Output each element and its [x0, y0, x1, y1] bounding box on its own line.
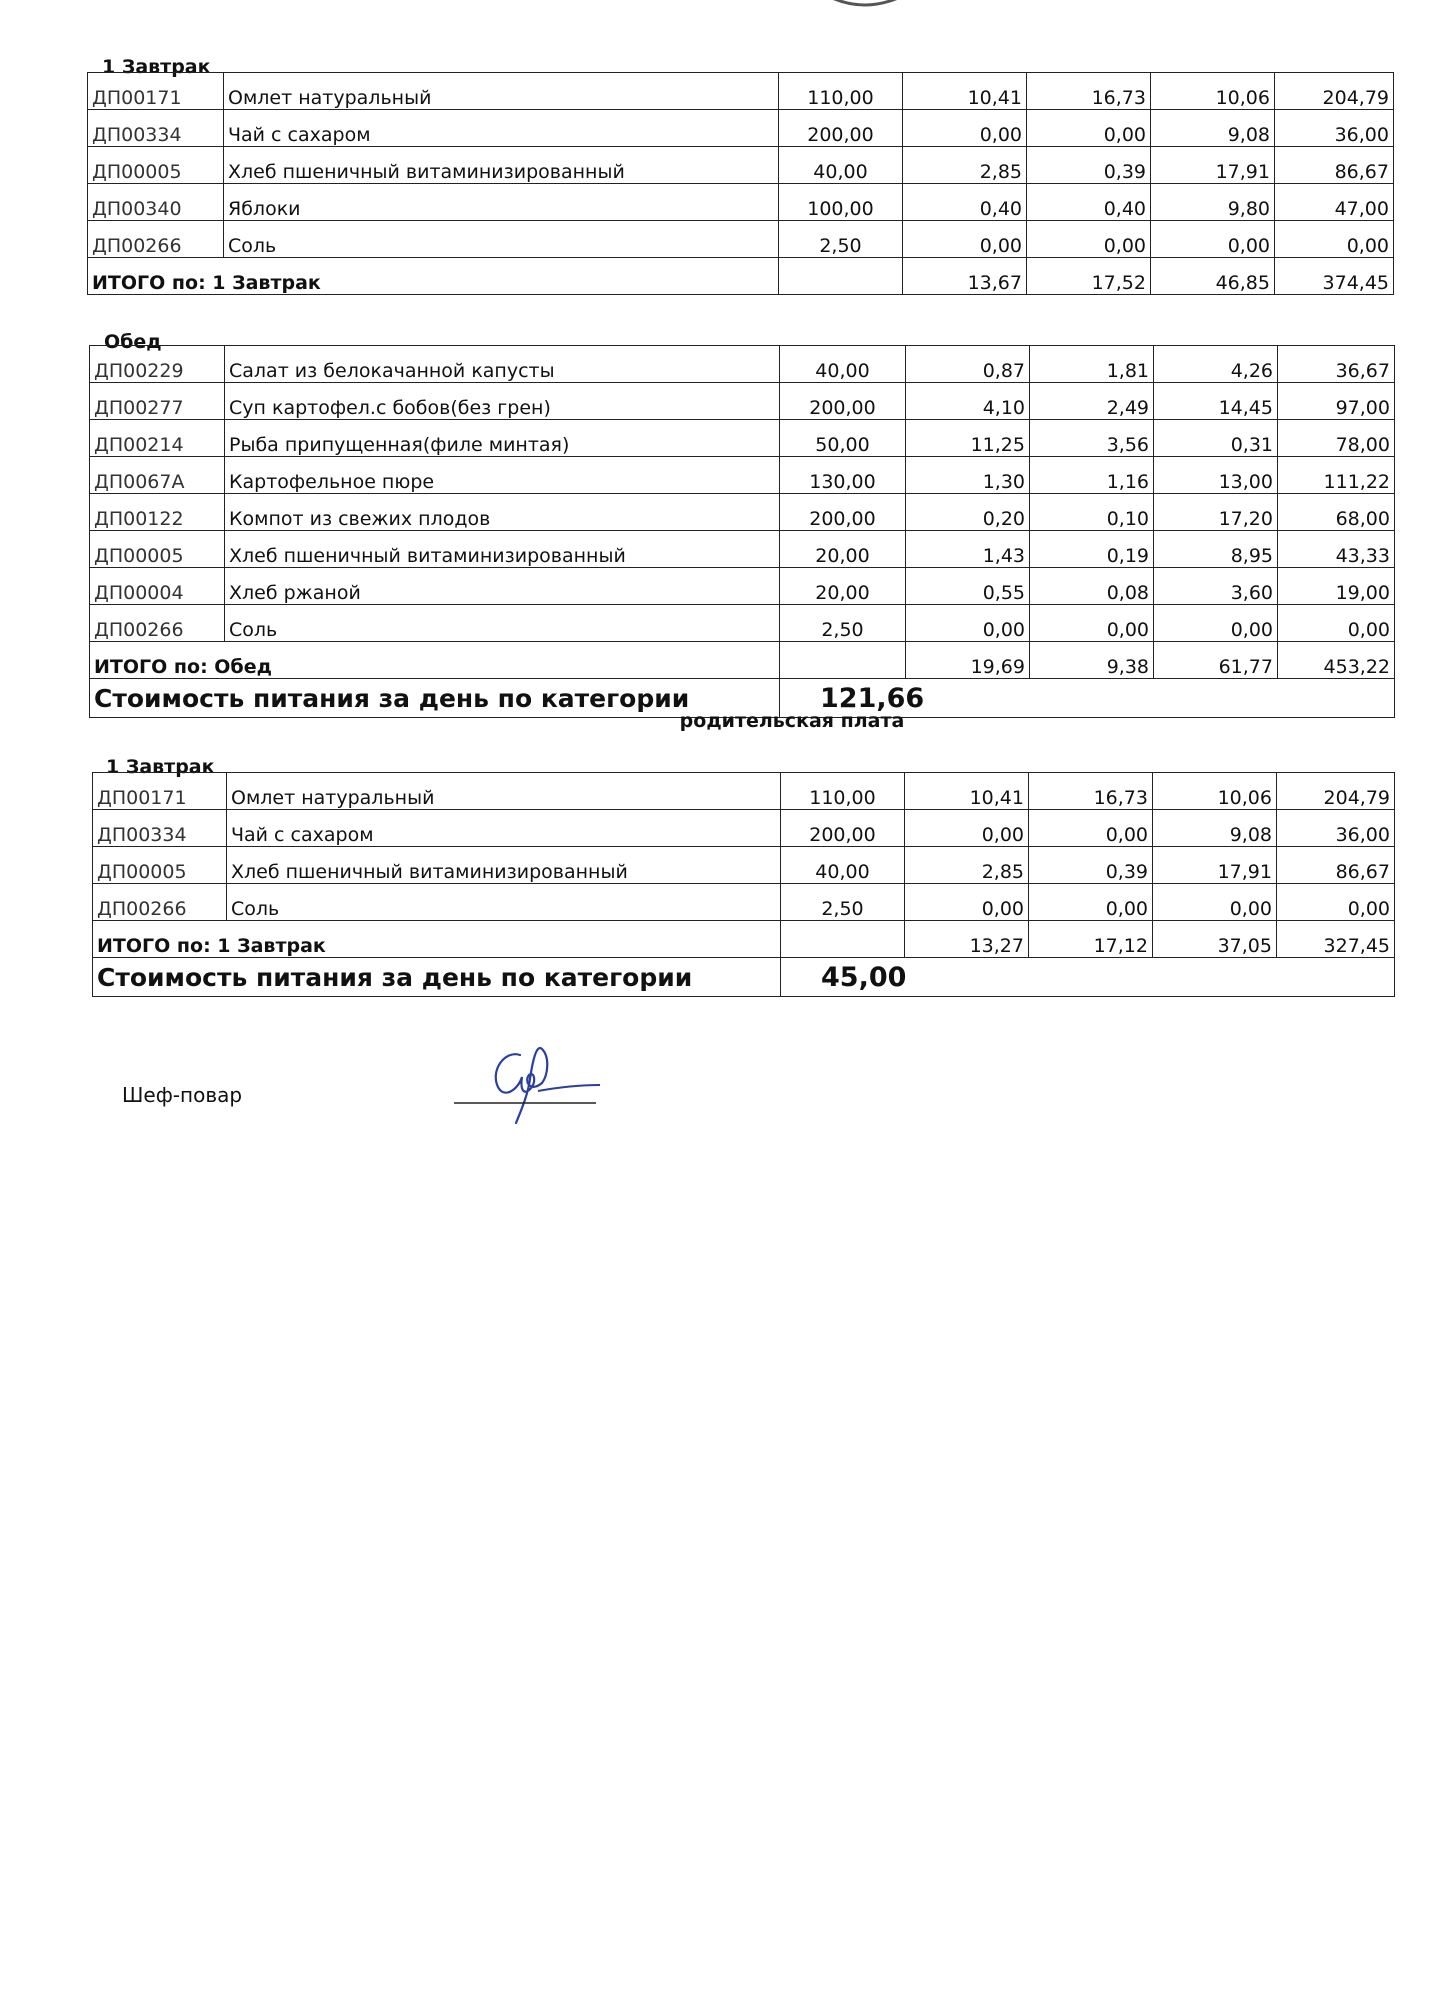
dish-code: ДП00334: [88, 110, 224, 147]
dish-carbs: 4,26: [1154, 346, 1278, 383]
dish-fat: 0,40: [1027, 184, 1151, 221]
table-row: [93, 773, 1395, 810]
dish-kcal: 0,00: [1277, 884, 1395, 921]
dish-kcal: 36,67: [1278, 346, 1395, 383]
dish-weight: 200,00: [781, 810, 905, 847]
lunch-table: [89, 345, 1395, 718]
dish-name: Чай с сахаром: [227, 810, 781, 847]
dish-name: Хлеб ржаной: [225, 568, 780, 605]
dish-name: Омлет натуральный: [224, 73, 779, 110]
dish-code: ДП00229: [90, 346, 225, 383]
dish-kcal: 68,00: [1278, 494, 1395, 531]
dish-kcal: 78,00: [1278, 420, 1395, 457]
table-row: [90, 531, 1395, 568]
table-row: [90, 383, 1395, 420]
dish-name: Компот из свежих плодов: [225, 494, 780, 531]
dish-code: ДП00005: [90, 531, 225, 568]
total-fat: 17,52: [1027, 258, 1151, 295]
dish-protein: 0,00: [903, 221, 1027, 258]
dish-protein: 0,20: [906, 494, 1030, 531]
total-carbs: 37,05: [1153, 921, 1277, 958]
total-fat: 9,38: [1030, 642, 1154, 679]
dish-protein: 0,00: [905, 810, 1029, 847]
dish-code: ДП00277: [90, 383, 225, 420]
dish-fat: 0,00: [1027, 110, 1151, 147]
dish-name: Рыба припущенная(филе минтая): [225, 420, 780, 457]
dish-name: Хлеб пшеничный витаминизированный: [225, 531, 780, 568]
dish-carbs: 17,91: [1151, 147, 1275, 184]
dish-carbs: 0,00: [1153, 884, 1277, 921]
dish-kcal: 97,00: [1278, 383, 1395, 420]
dish-carbs: 0,00: [1151, 221, 1275, 258]
total-label: ИТОГО по: 1 Завтрак: [88, 258, 779, 295]
total-label: ИТОГО по: 1 Завтрак: [93, 921, 781, 958]
dish-kcal: 47,00: [1275, 184, 1394, 221]
dish-weight: 2,50: [781, 884, 905, 921]
dish-name: Салат из белокачанной капусты: [225, 346, 780, 383]
dish-code: ДП00266: [88, 221, 224, 258]
table-row: [90, 605, 1395, 642]
dish-fat: 0,00: [1029, 884, 1153, 921]
total-kcal: 453,22: [1278, 642, 1395, 679]
dish-code: ДП00005: [88, 147, 224, 184]
dish-carbs: 9,08: [1153, 810, 1277, 847]
dish-code: ДП00266: [90, 605, 225, 642]
section-title-breakfast: 1 Завтрак: [102, 56, 211, 78]
dish-name: Соль: [227, 884, 781, 921]
section-title-breakfast-parent: 1 Завтрак: [106, 756, 215, 778]
dish-protein: 0,00: [905, 884, 1029, 921]
table-row: [90, 420, 1395, 457]
cost-label: Стоимость питания за день по категории: [90, 679, 780, 718]
dish-kcal: 0,00: [1275, 221, 1394, 258]
dish-carbs: 10,06: [1151, 73, 1275, 110]
dish-protein: 0,00: [903, 110, 1027, 147]
dish-protein: 11,25: [906, 420, 1030, 457]
dish-weight: 40,00: [780, 346, 906, 383]
dish-fat: 0,00: [1027, 221, 1151, 258]
dish-fat: 0,39: [1027, 147, 1151, 184]
table-row: [88, 147, 1394, 184]
scan-artifact-arc: [830, 0, 900, 10]
dish-fat: 1,81: [1030, 346, 1154, 383]
dish-code: ДП0067А: [90, 457, 225, 494]
dish-carbs: 3,60: [1154, 568, 1278, 605]
dish-code: ДП00171: [88, 73, 224, 110]
cost-value: 45,00: [781, 958, 1395, 997]
dish-protein: 0,40: [903, 184, 1027, 221]
dish-protein: 0,55: [906, 568, 1030, 605]
dish-protein: 1,43: [906, 531, 1030, 568]
dish-carbs: 9,80: [1151, 184, 1275, 221]
dish-weight: 20,00: [780, 568, 906, 605]
total-row: [93, 921, 1395, 958]
total-protein: 19,69: [906, 642, 1030, 679]
dish-carbs: 0,00: [1154, 605, 1278, 642]
dish-name: Картофельное пюре: [225, 457, 780, 494]
dish-kcal: 86,67: [1277, 847, 1395, 884]
dish-name: Соль: [225, 605, 780, 642]
dish-weight: 50,00: [780, 420, 906, 457]
dish-fat: 0,00: [1030, 605, 1154, 642]
total-weight-empty: [781, 921, 905, 958]
parent-fee-note: родительская плата: [679, 710, 905, 732]
dish-code: ДП00004: [90, 568, 225, 605]
total-row: [88, 258, 1394, 295]
dish-carbs: 17,20: [1154, 494, 1278, 531]
dish-weight: 200,00: [780, 494, 906, 531]
cost-row: [93, 958, 1395, 997]
breakfast-parent-table: [92, 772, 1395, 997]
dish-kcal: 19,00: [1278, 568, 1395, 605]
dish-code: ДП00266: [93, 884, 227, 921]
dish-kcal: 0,00: [1278, 605, 1395, 642]
dish-code: ДП00122: [90, 494, 225, 531]
dish-name: Яблоки: [224, 184, 779, 221]
dish-protein: 10,41: [905, 773, 1029, 810]
dish-code: ДП00340: [88, 184, 224, 221]
dish-kcal: 86,67: [1275, 147, 1394, 184]
dish-weight: 40,00: [781, 847, 905, 884]
total-weight-empty: [779, 258, 903, 295]
dish-kcal: 204,79: [1277, 773, 1395, 810]
dish-weight: 130,00: [780, 457, 906, 494]
chef-signature: [450, 1035, 610, 1125]
dish-name: Хлеб пшеничный витаминизированный: [224, 147, 779, 184]
cost-label: Стоимость питания за день по категории: [93, 958, 781, 997]
dish-protein: 0,00: [906, 605, 1030, 642]
dish-carbs: 0,31: [1154, 420, 1278, 457]
dish-protein: 10,41: [903, 73, 1027, 110]
dish-carbs: 9,08: [1151, 110, 1275, 147]
dish-carbs: 13,00: [1154, 457, 1278, 494]
dish-protein: 2,85: [903, 147, 1027, 184]
total-kcal: 327,45: [1277, 921, 1395, 958]
dish-protein: 2,85: [905, 847, 1029, 884]
dish-protein: 1,30: [906, 457, 1030, 494]
table-row: [90, 494, 1395, 531]
dish-code: ДП00214: [90, 420, 225, 457]
table-row: [90, 457, 1395, 494]
table-row: [90, 346, 1395, 383]
table-row: [93, 884, 1395, 921]
dish-name: Суп картофел.с бобов(без грен): [225, 383, 780, 420]
dish-weight: 200,00: [779, 110, 903, 147]
dish-weight: 200,00: [780, 383, 906, 420]
dish-weight: 2,50: [779, 221, 903, 258]
total-row: [90, 642, 1395, 679]
dish-kcal: 36,00: [1277, 810, 1395, 847]
dish-weight: 100,00: [779, 184, 903, 221]
cost-value: 121,66: [780, 679, 1395, 718]
dish-fat: 16,73: [1027, 73, 1151, 110]
table-row: [93, 847, 1395, 884]
total-label: ИТОГО по: Обед: [90, 642, 780, 679]
total-carbs: 61,77: [1154, 642, 1278, 679]
dish-code: ДП00334: [93, 810, 227, 847]
dish-kcal: 204,79: [1275, 73, 1394, 110]
dish-fat: 0,19: [1030, 531, 1154, 568]
total-protein: 13,27: [905, 921, 1029, 958]
dish-name: Омлет натуральный: [227, 773, 781, 810]
dish-carbs: 14,45: [1154, 383, 1278, 420]
dish-fat: 3,56: [1030, 420, 1154, 457]
section-title-lunch: Обед: [104, 331, 162, 353]
dish-fat: 16,73: [1029, 773, 1153, 810]
dish-weight: 2,50: [780, 605, 906, 642]
table-row: [88, 110, 1394, 147]
dish-name: Чай с сахаром: [224, 110, 779, 147]
table-row: [90, 568, 1395, 605]
dish-weight: 40,00: [779, 147, 903, 184]
dish-weight: 110,00: [781, 773, 905, 810]
dish-fat: 0,00: [1029, 810, 1153, 847]
table-row: [88, 184, 1394, 221]
dish-fat: 0,10: [1030, 494, 1154, 531]
dish-code: ДП00005: [93, 847, 227, 884]
dish-name: Соль: [224, 221, 779, 258]
table-row: [93, 810, 1395, 847]
dish-weight: 110,00: [779, 73, 903, 110]
total-carbs: 46,85: [1151, 258, 1275, 295]
chef-label: Шеф-повар: [122, 1083, 243, 1107]
dish-weight: 20,00: [780, 531, 906, 568]
total-weight-empty: [780, 642, 906, 679]
dish-kcal: 43,33: [1278, 531, 1395, 568]
dish-kcal: 36,00: [1275, 110, 1394, 147]
table-row: [88, 221, 1394, 258]
table-row: [88, 73, 1394, 110]
dish-name: Хлеб пшеничный витаминизированный: [227, 847, 781, 884]
dish-protein: 4,10: [906, 383, 1030, 420]
dish-fat: 2,49: [1030, 383, 1154, 420]
total-protein: 13,67: [903, 258, 1027, 295]
dish-code: ДП00171: [93, 773, 227, 810]
total-fat: 17,12: [1029, 921, 1153, 958]
dish-fat: 0,39: [1029, 847, 1153, 884]
dish-protein: 0,87: [906, 346, 1030, 383]
dish-fat: 0,08: [1030, 568, 1154, 605]
dish-fat: 1,16: [1030, 457, 1154, 494]
breakfast-table: [87, 72, 1394, 295]
total-kcal: 374,45: [1275, 258, 1394, 295]
dish-carbs: 10,06: [1153, 773, 1277, 810]
dish-carbs: 17,91: [1153, 847, 1277, 884]
dish-carbs: 8,95: [1154, 531, 1278, 568]
dish-kcal: 111,22: [1278, 457, 1395, 494]
